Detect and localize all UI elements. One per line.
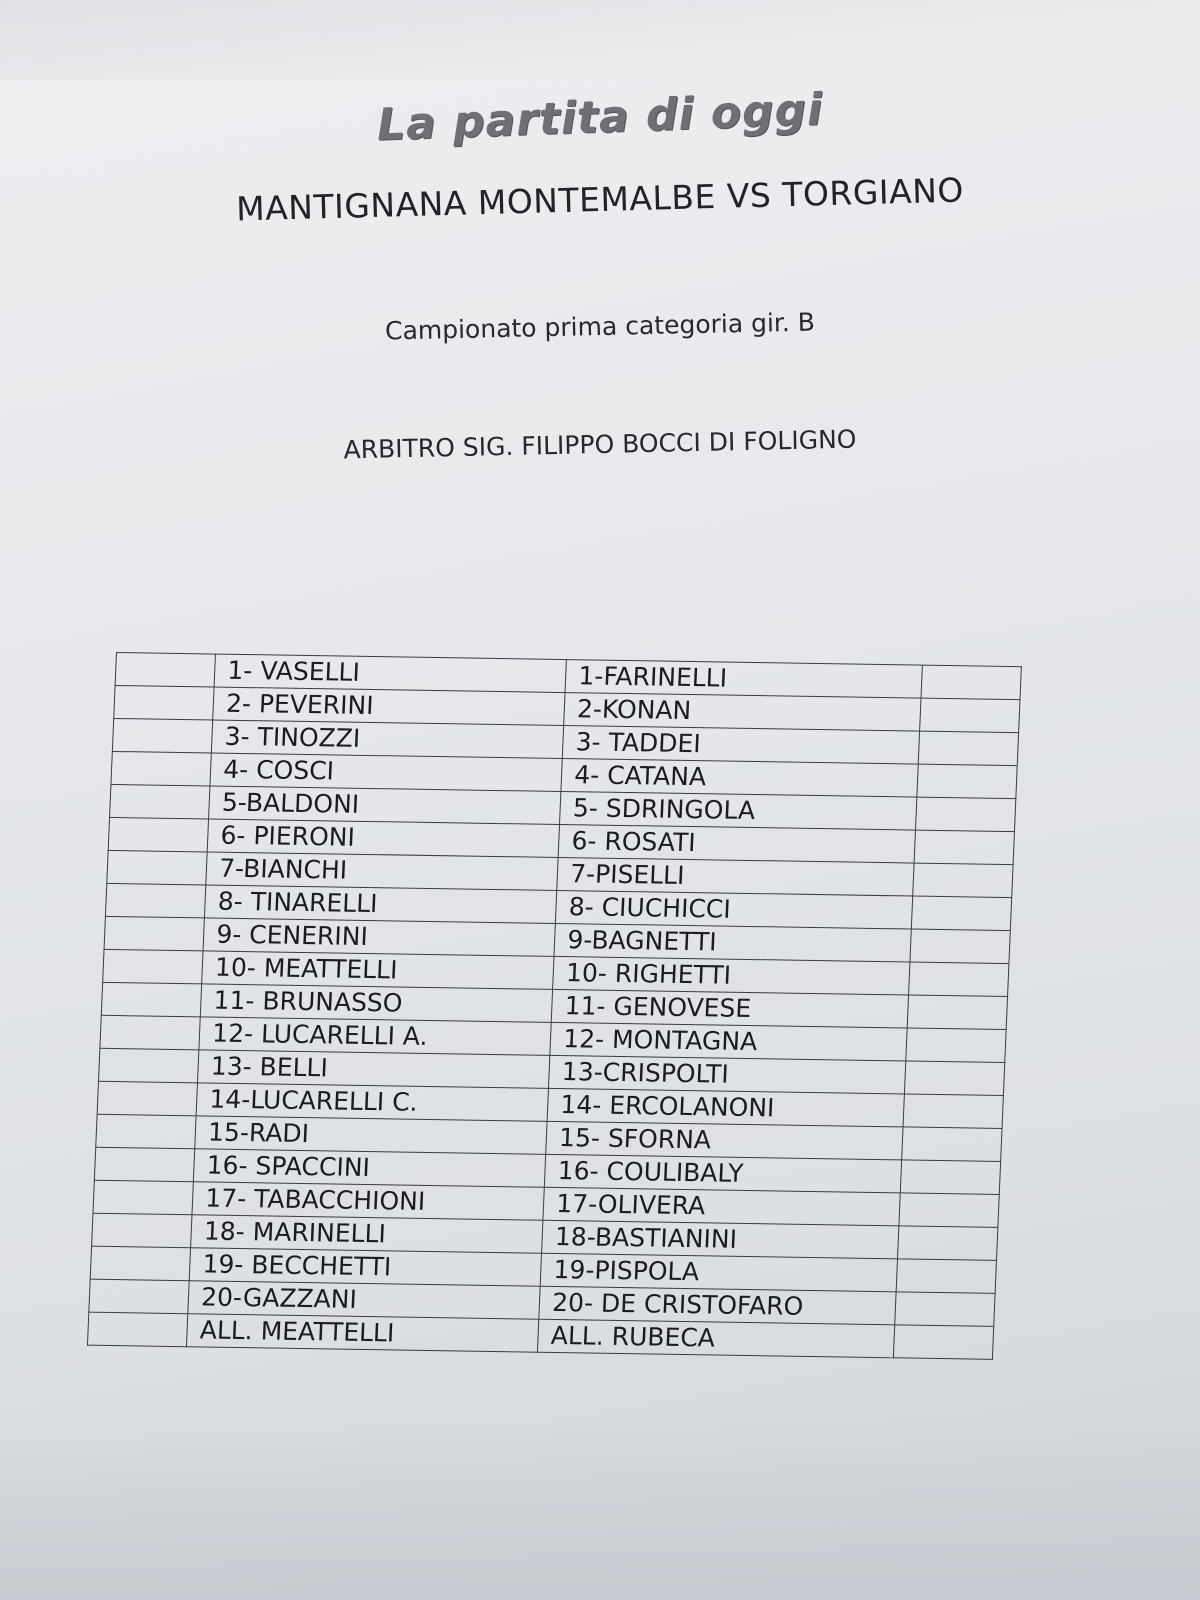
home-blank-cell (100, 1015, 201, 1050)
away-blank-cell (910, 929, 1011, 964)
home-player-cell: ALL. MEATTELLI (187, 1314, 539, 1352)
away-blank-cell (914, 830, 1015, 865)
home-player-cell: 7-BIANCHI (206, 852, 558, 890)
away-player-cell: 5- SDRINGOLA (560, 792, 917, 831)
away-blank-cell (907, 995, 1008, 1030)
away-player-cell: 4- CATANA (561, 759, 918, 798)
home-player-cell: 14-LUCARELLI C. (196, 1083, 548, 1121)
home-blank-cell (105, 883, 206, 918)
away-blank-cell (908, 962, 1009, 997)
home-player-cell: 2- PEVERINI (213, 687, 565, 725)
away-player-cell: 15- SFORNA (546, 1121, 903, 1160)
home-player-cell: 3- TINOZZI (212, 720, 564, 758)
home-player-cell: 4- COSCI (210, 753, 562, 791)
home-player-cell: 1- VASELLI (214, 654, 566, 692)
away-player-cell: 11- GENOVESE (551, 989, 908, 1028)
competition-line: Campionato prima categoria gir. B (384, 307, 816, 346)
away-player-cell: 17-OLIVERA (543, 1187, 900, 1226)
away-blank-cell (900, 1160, 1001, 1195)
away-blank-cell (903, 1094, 1004, 1129)
match-heading: MANTIGNANA MONTEMALBE VS TORGIANO (235, 170, 965, 229)
away-player-cell: 19-PISPOLA (540, 1253, 897, 1292)
photo-shadow (0, 1420, 1200, 1600)
away-blank-cell (896, 1259, 997, 1294)
away-player-cell: 18-BASTIANINI (542, 1220, 899, 1259)
away-blank-cell (897, 1226, 998, 1261)
away-blank-cell (915, 797, 1016, 832)
home-blank-cell (90, 1246, 191, 1281)
away-player-cell: 20- DE CRISTOFARO (539, 1286, 896, 1325)
home-player-cell: 5-BALDONI (209, 786, 561, 824)
home-player-cell: 15-RADI (195, 1116, 547, 1154)
home-blank-cell (101, 982, 202, 1017)
home-blank-cell (97, 1081, 198, 1116)
home-blank-cell (94, 1147, 195, 1182)
home-player-cell: 19- BECCHETTI (189, 1248, 541, 1286)
away-player-cell: 16- COULIBALY (545, 1154, 902, 1193)
home-blank-cell (96, 1114, 197, 1149)
home-blank-cell (115, 653, 216, 688)
lineup-table (87, 652, 1022, 1360)
away-player-cell: 6- ROSATI (558, 824, 915, 863)
home-blank-cell (112, 718, 213, 753)
home-blank-cell (110, 784, 211, 819)
paper-fold-shadow (0, 0, 1200, 80)
away-player-cell: 2-KONAN (564, 693, 921, 732)
home-blank-cell (89, 1279, 190, 1314)
home-blank-cell (92, 1213, 193, 1248)
away-blank-cell (919, 698, 1020, 733)
away-blank-cell (893, 1325, 994, 1360)
away-blank-cell (904, 1061, 1005, 1096)
home-blank-cell (114, 685, 215, 720)
away-player-cell: 14- ERCOLANONI (547, 1088, 904, 1127)
away-blank-cell (899, 1193, 1000, 1228)
home-player-cell: 10- MEATTELLI (202, 951, 554, 989)
away-blank-cell (912, 863, 1013, 898)
home-player-cell: 8- TINARELLI (205, 885, 557, 923)
away-player-cell: 8- CIUCHICCI (556, 890, 913, 929)
away-player-cell: 1-FARINELLI (565, 660, 922, 699)
home-player-cell: 13- BELLI (198, 1050, 550, 1088)
lineup-table-body (87, 653, 1021, 1360)
home-player-cell: 9- CENERINI (203, 918, 555, 956)
home-player-cell: 6- PIERONI (207, 819, 559, 857)
referee-line: ARBITRO SIG. FILIPPO BOCCI DI FOLIGNO (343, 424, 857, 465)
away-player-cell: ALL. RUBECA (538, 1319, 895, 1358)
home-player-cell: 11- BRUNASSO (200, 984, 552, 1022)
away-blank-cell (921, 665, 1022, 700)
home-blank-cell (99, 1048, 200, 1083)
home-blank-cell (93, 1180, 194, 1215)
away-blank-cell (917, 764, 1018, 799)
away-player-cell: 13-CRISPOLTI (549, 1055, 906, 1094)
away-blank-cell (911, 896, 1012, 931)
home-blank-cell (108, 817, 209, 852)
away-player-cell: 3- TADDEI (563, 726, 920, 765)
document-title: La partita di oggi (376, 84, 824, 151)
away-blank-cell (906, 1028, 1007, 1063)
away-player-cell: 10- RIGHETTI (553, 956, 910, 995)
home-player-cell: 17- TABACCHIONI (192, 1182, 544, 1220)
home-blank-cell (103, 949, 204, 984)
home-player-cell: 16- SPACCINI (194, 1149, 546, 1187)
home-blank-cell (104, 916, 205, 951)
home-blank-cell (111, 751, 212, 786)
away-blank-cell (895, 1292, 996, 1327)
away-player-cell: 9-BAGNETTI (554, 923, 911, 962)
home-player-cell: 18- MARINELLI (191, 1215, 543, 1253)
home-blank-cell (87, 1312, 188, 1347)
away-player-cell: 7-PISELLI (557, 857, 914, 896)
home-blank-cell (107, 850, 208, 885)
away-blank-cell (918, 731, 1019, 766)
away-blank-cell (901, 1127, 1002, 1162)
away-player-cell: 12- MONTAGNA (550, 1022, 907, 1061)
home-player-cell: 12- LUCARELLI A. (199, 1017, 551, 1055)
home-player-cell: 20-GAZZANI (188, 1281, 540, 1319)
